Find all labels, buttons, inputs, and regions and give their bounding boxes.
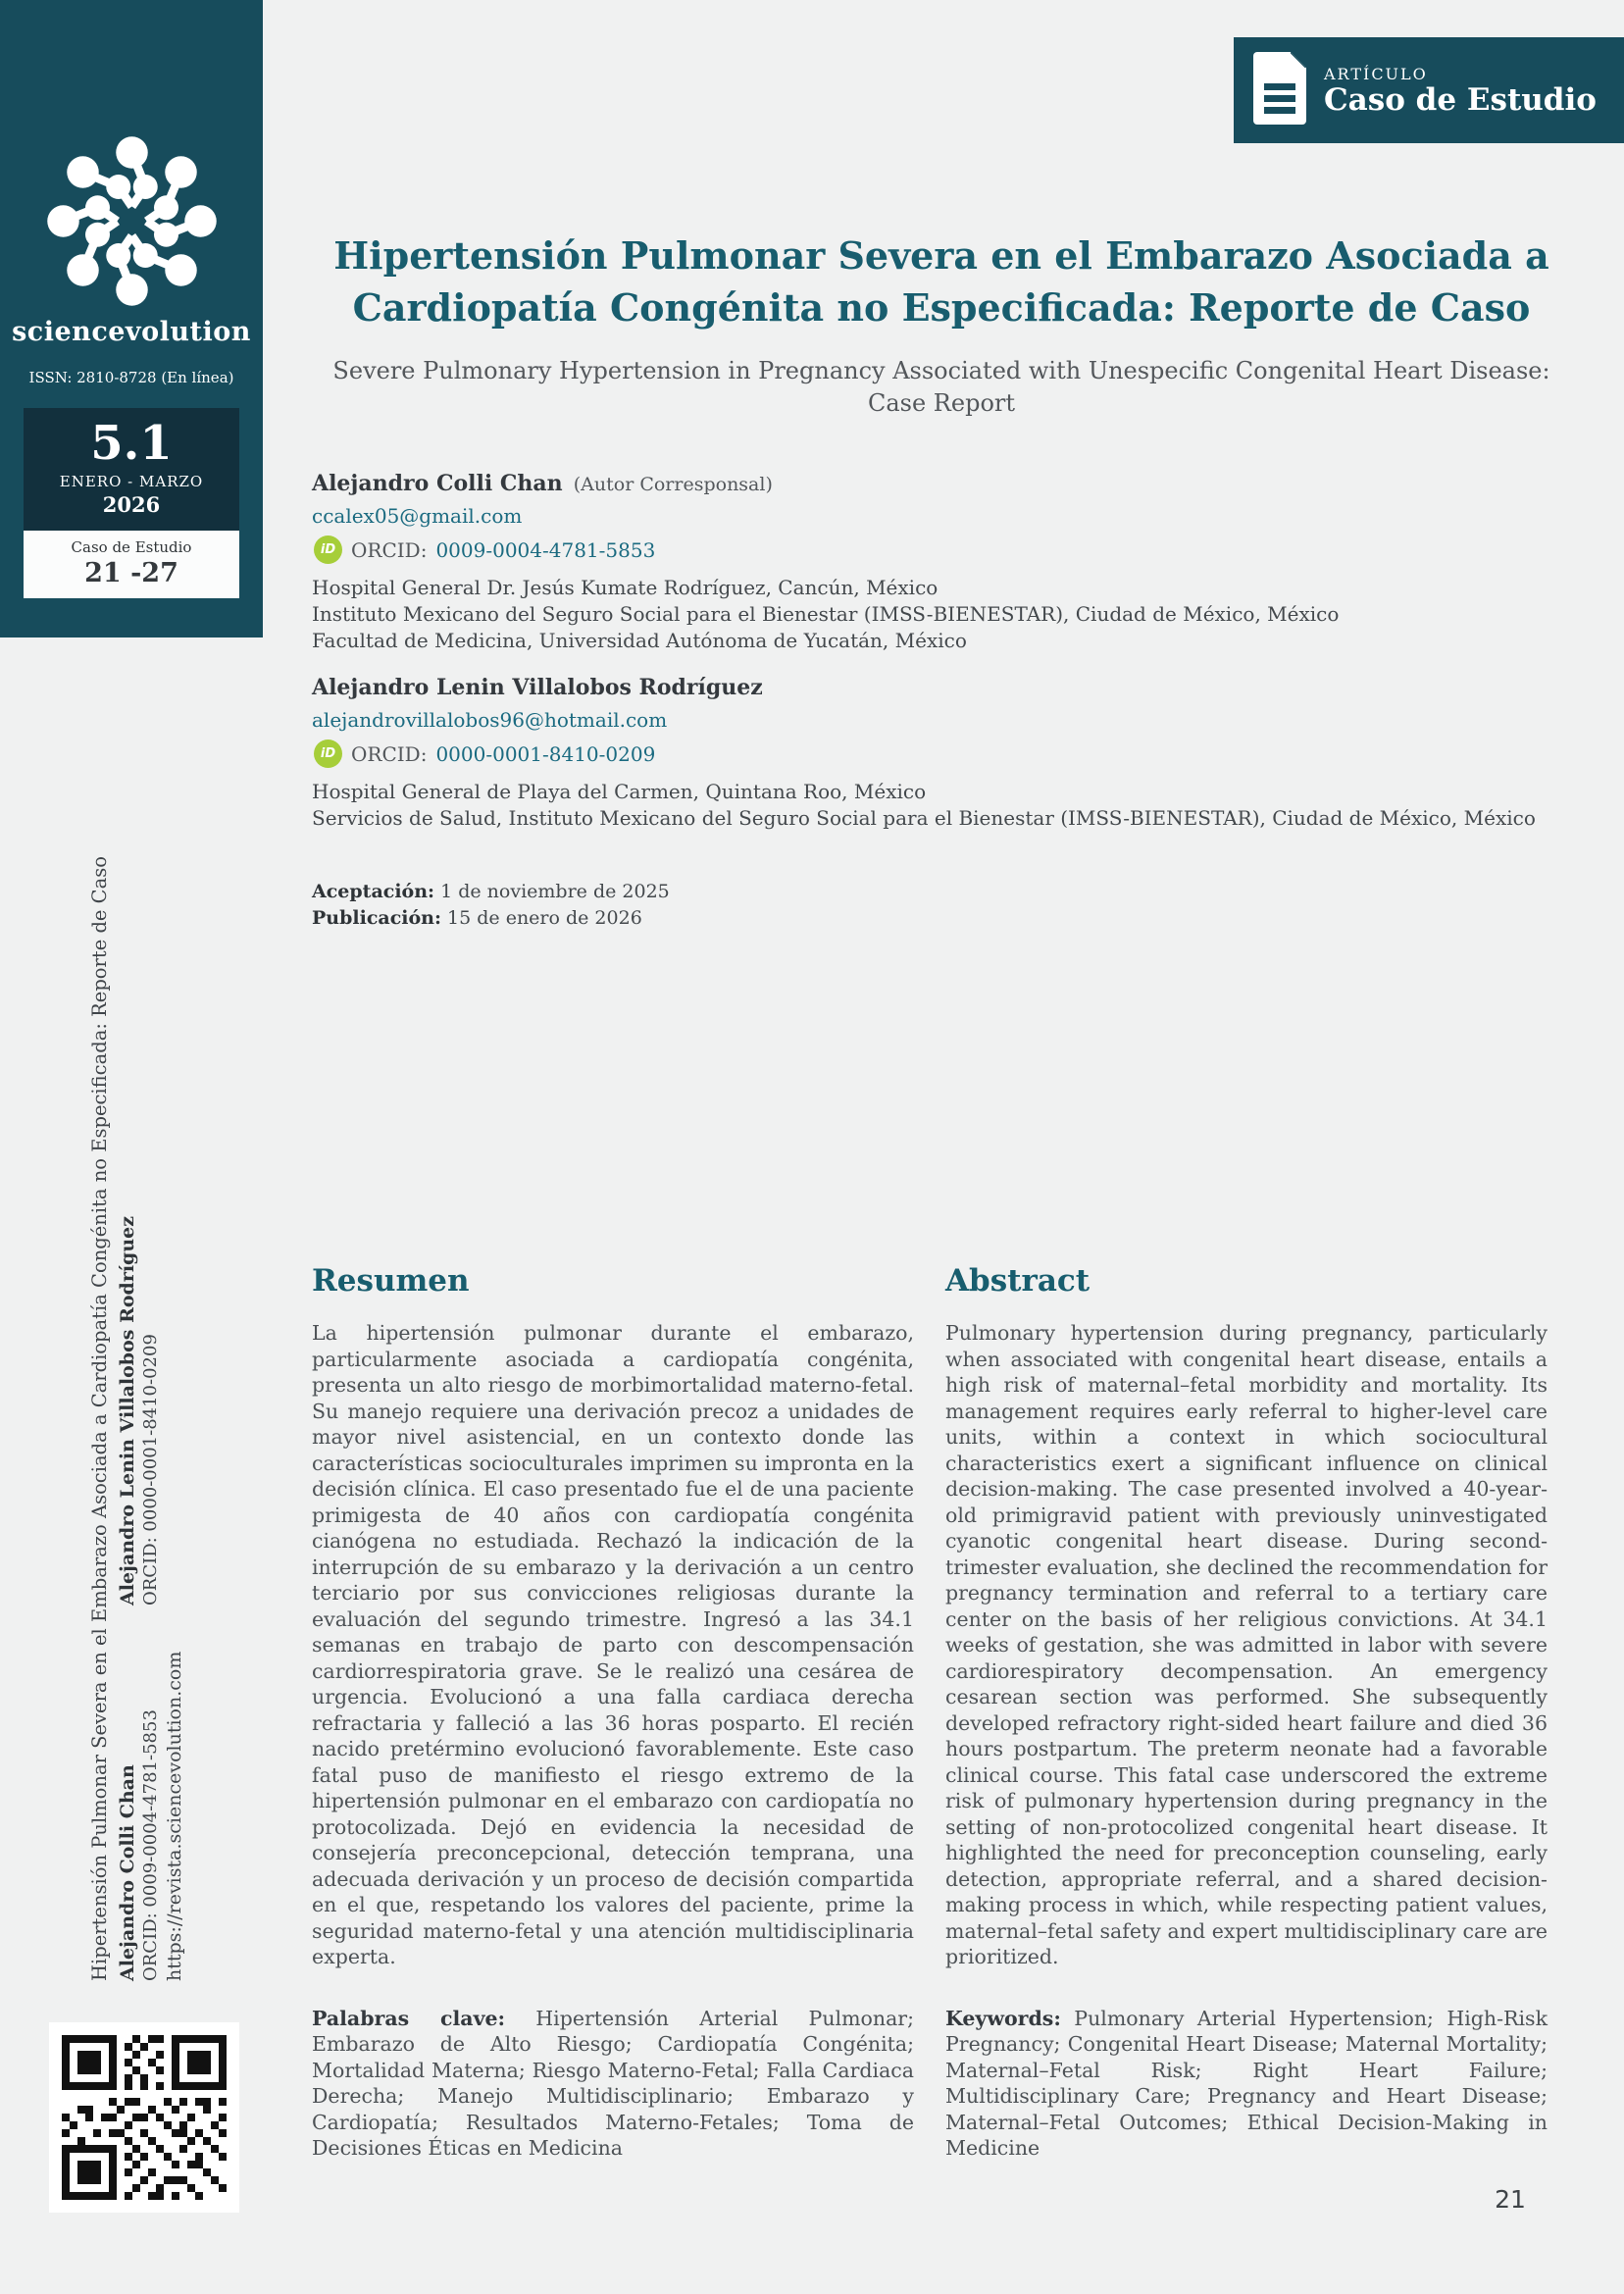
orcid-number[interactable]: 0009-0004-4781-5853	[435, 537, 656, 562]
abstract-heading: Abstract	[945, 1263, 1091, 1299]
palabras-clave	[312, 2006, 914, 2162]
publication-date-row	[312, 905, 642, 932]
volume-year: 2026	[102, 492, 161, 517]
sciencevolution-logo-icon	[0, 135, 263, 311]
keywords	[945, 2006, 1548, 2162]
author-2-orcid-row	[314, 739, 655, 768]
palabras-clave-label: Palabras clave:	[312, 2006, 506, 2030]
resumen-body: La hipertensión pulmonar durante el embarazo, particularmente asociada a cardiopatía congénita, presenta un alto riesgo de morbimortalidad materno-fetal. Su manejo requiere una derivación precoz a unidades de mayor nivel asistencial, en un contexto donde las características socioculturales imprimen su impronta en la decisión clínica. El caso presentado fue el de una paciente primigesta de 40 años con cardiopatía congénita cianógena no estudiada. Rechazó la indicación de la interrupción de su embarazo y la derivación a un centro terciario por sus convicciones religiosas durante la evaluación del segundo trimestre. Ingresó a las 34.1 semanas en trabajo de parto con descompensación cardiorrespiratoria grave. Se le realizó una cesárea de urgencia. Evolucionó a una falla cardiaca derecha refractaria y falleció a las 36 horas posparto. El recién nacido pretérmino evolucionó favorablemente. Este caso fatal puso de manifiesto el riesgo extremo de la hipertensión pulmonar en el embarazo con cardiopatía no protocolizada. Dejó en evidencia la necesidad de consejería preconcepcional, detección temprana, una adecuada derivación y un proceso de decisión compartida en el que, respetando los valores del paciente, prime la seguridad materno-fetal y una atención multidisciplinaria experta.	[312, 1321, 914, 1968]
abstract-body: Pulmonary hypertension during pregnancy, particularly when associated with congenital heart disease, entails a high risk of maternal–fetal morbidity and mortality. Its management requires early referral to higher-level care units, within a context in which sociocultural characteristics exert a significant influence on clinical decision-making. The case presented involved a 40-year-old primigravid patient with previously uninvestigated cyanotic congenital heart disease. During second-trimester evaluation, she declined the recommendation for pregnancy termination and referral to a tertiary care center on the basis of her religious convictions. At 34.1 weeks of gestation, she was admitted in labor with severe cardiorespiratory decompensation. An emergency cesarean section was performed. She subsequently developed refractory right-sided heart failure and died 36 hours postpartum. The preterm neonate had a favorable clinical course. This fatal case underscored the extreme risk of pulmonary hypertension during pregnancy in the setting of non-protocolized congenital heart disease. It highlighted the need for preconception counseling, early detection, appropriate referral, and a shared decision-making process in which, while respecting patient values, maternal–fetal safety and expert multidisciplinary care are prioritized.	[945, 1321, 1548, 1968]
article-title-es: Hipertensión Pulmonar Severa en el Embarazo Asociada a Cardiopatía Congénita no Especificada: Reporte de Caso	[333, 233, 1549, 330]
keywords-text: Pulmonary Arterial Hypertension; High-Risk Pregnancy; Congenital Heart Disease; Maternal Mortality; Maternal–Fetal Risk; Right Heart Failure; Multidisciplinary Care; Pregnancy and Heart Disease; Maternal–Fetal Outcomes; Ethical Decision-Making in Medicine	[945, 2006, 1548, 2160]
author-2-name-row	[312, 675, 763, 700]
journal-name: sciencevolution	[12, 317, 251, 347]
author-1-email[interactable]: ccalex05@gmail.com	[312, 504, 523, 528]
article-type-badge	[1234, 37, 1624, 143]
badge-kicker: ARTÍCULO	[1324, 64, 1428, 83]
publication-date: 15 de enero de 2026	[441, 907, 642, 929]
author-2-email[interactable]: alejandrovillalobos96@hotmail.com	[312, 708, 668, 732]
section-name: Caso de Estudio	[71, 538, 192, 556]
resumen-heading: Resumen	[312, 1263, 470, 1299]
volume-number: 5.1	[90, 416, 173, 471]
acceptance-date-row	[312, 879, 670, 905]
resumen-column	[312, 1320, 914, 2162]
article-title-en: Severe Pulmonary Hypertension in Pregnancy Associated with Unespecific Congenital Heart Disease: Case Report	[332, 357, 1550, 417]
qr-code	[49, 2022, 239, 2213]
rail-author-2-name: Alejandro Lenin Villalobos Rodríguez	[117, 1215, 138, 1606]
abstract-column	[945, 1320, 1548, 2162]
author-1-affiliation: Instituto Mexicano del Seguro Social para el Bienestar (IMSS-BIENESTAR), Ciudad de México, México	[312, 602, 1340, 626]
author-2-affiliation: Hospital General de Playa del Carmen, Quintana Roo, México	[312, 780, 927, 803]
volume-period: ENERO - MARZO	[59, 473, 204, 490]
badge-label: Caso de Estudio	[1324, 81, 1597, 118]
author-1-name-row	[312, 471, 773, 496]
author-role: (Autor Corresponsal)	[573, 474, 773, 495]
rail-author-1	[117, 1709, 162, 1981]
author-2-affiliation: Servicios de Salud, Instituto Mexicano del Seguro Social para el Bienestar (IMSS-BIENESTAR), Ciudad de México, México	[312, 806, 1536, 830]
orcid-icon: iD	[314, 739, 342, 768]
orcid-label: ORCID:	[351, 537, 428, 562]
rail-author-1-orcid: ORCID: 0009-0004-4781-5853	[140, 1709, 161, 1981]
author-name: Alejandro Colli Chan	[312, 471, 563, 496]
rail-author-1-name: Alejandro Colli Chan	[117, 1764, 138, 1981]
document-icon	[1253, 52, 1306, 128]
section-box	[24, 531, 239, 598]
author-name: Alejandro Lenin Villalobos Rodríguez	[312, 675, 763, 700]
orcid-icon: iD	[314, 535, 342, 564]
rail-author-2-orcid: ORCID: 0000-0001-8410-0209	[140, 1334, 161, 1606]
acceptance-date: 1 de noviembre de 2025	[434, 881, 670, 902]
palabras-clave-text: Hipertensión Arterial Pulmonar; Embarazo de Alto Riesgo; Cardiopatía Congénita; Mortalidad Materna; Riesgo Materno-Fetal; Falla Cardiaca Derecha; Manejo Multidisciplinario; Embarazo y Cardiopatía; Resultados Materno-Fetales; Toma de Decisiones Éticas en Medicina	[312, 2006, 914, 2160]
author-1-orcid-row	[314, 535, 655, 564]
journal-sidebar	[0, 0, 263, 637]
keywords-label: Keywords:	[945, 2006, 1061, 2030]
author-1-affiliation: Facultad de Medicina, Universidad Autónoma de Yucatán, México	[312, 629, 967, 652]
volume-box	[24, 408, 239, 531]
page-number: 21	[1495, 2185, 1526, 2214]
publication-label: Publicación:	[312, 907, 441, 929]
rail-author-2	[117, 1216, 162, 1606]
section-pages: 21 -27	[84, 558, 178, 588]
author-1-affiliation: Hospital General Dr. Jesús Kumate Rodríguez, Cancún, México	[312, 576, 939, 599]
journal-issn: ISSN: 2810-8728 (En línea)	[28, 369, 234, 386]
rail-article-title: Hipertensión Pulmonar Severa en el Embarazo Asociada a Cardiopatía Congénita no Especificada: Reporte de Caso	[88, 856, 111, 1981]
acceptance-label: Aceptación:	[312, 881, 435, 902]
orcid-number[interactable]: 0000-0001-8410-0209	[435, 741, 656, 766]
orcid-label: ORCID:	[351, 741, 428, 766]
rail-journal-url[interactable]: https://revista.sciencevolution.com	[164, 1651, 185, 1981]
